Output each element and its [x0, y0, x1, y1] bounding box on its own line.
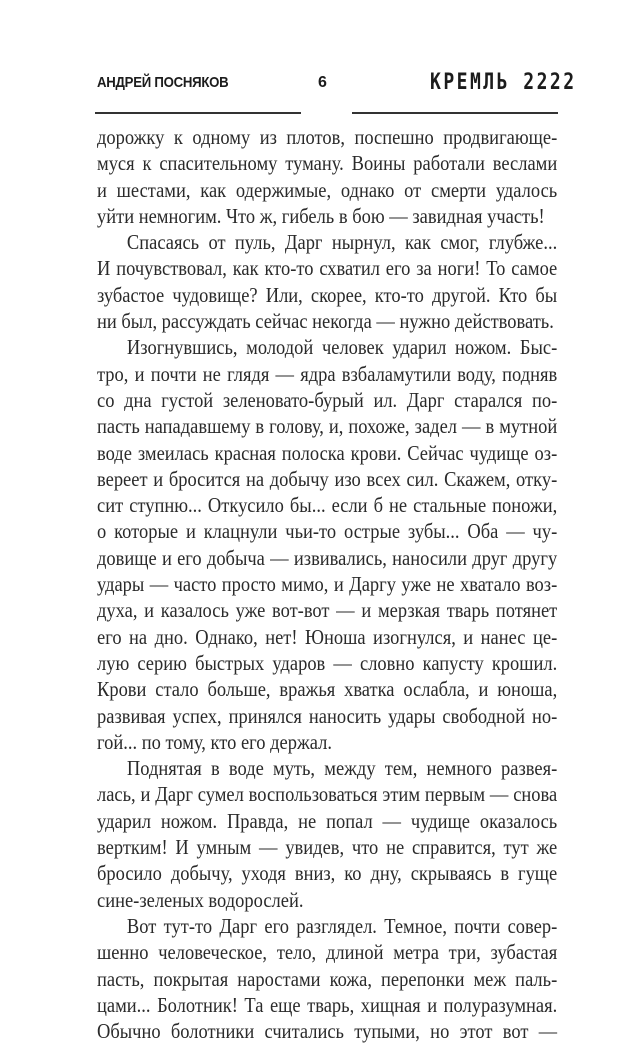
text-line: удары — часто просто мимо, и Даргу уже не хватало воз-: [97, 572, 558, 597]
text-line: гой... по тому, кто его держал.: [97, 729, 332, 754]
text-line: вертким! И умным — увидев, что не справится, тут же: [97, 835, 558, 860]
text-line: и шестами, как одержимые, однако от смерти удалось: [97, 177, 558, 202]
text-line: воде змеилась красная полоска крови. Сейчас чудище оз-: [97, 440, 558, 465]
text-line: Изогнувшись, молодой человек ударил ножом. Быс-: [126, 335, 558, 360]
text-line: бросило добычу, уходя вниз, ко дну, скрываясь в гуще: [97, 861, 558, 886]
text-line: со дна густой зеленовато-бурый ил. Дарг старался по-: [97, 387, 558, 412]
paragraph: [97, 913, 557, 1044]
text-line: Вот тут-то Дарг его разглядел. Темное, почти совер-: [126, 913, 558, 938]
text-line: духа, и казалось уже вот-вот — и мерзкая тварь потянет: [97, 598, 558, 623]
paragraph: [97, 334, 557, 755]
text-line: Крови стало больше, вражья хватка ослабла, и юноша,: [97, 677, 558, 702]
header-book-title: КРЕМЛЬ 2222: [430, 70, 577, 95]
header-author: АНДРЕЙ ПОСНЯКОВ: [97, 74, 229, 91]
text-line: лась, и Дарг сумел воспользоваться этим первым — снова: [97, 782, 558, 807]
text-line: развивая успех, принялся наносить удары свободной но-: [97, 703, 558, 728]
text-line: Обычно болотники считались тупыми, но этот вот —: [97, 1019, 558, 1044]
text-line: И почувствовал, как кто-то схватил его за ноги! То самое: [97, 256, 558, 281]
text-line: Спасаясь от пуль, Дарг нырнул, как смог, глубже...: [126, 230, 558, 255]
text-line: пасть, покрытая наростами кожа, перепонки меж паль-: [97, 966, 558, 991]
text-line: ни был, рассуждать сейчас некогда — нужно действовать.: [97, 309, 554, 334]
text-line: муся к спасительному туману. Воины работали веслами: [97, 151, 558, 176]
text-line: пасть нападавшему в голову, и, похоже, задел — в мутной: [97, 414, 558, 439]
text-line: тро, и почти не глядя — ядра взбаламутили воду, подняв: [97, 361, 558, 386]
paragraph: [97, 755, 557, 913]
paragraph: [97, 124, 557, 229]
text-line: его на дно. Однако, нет! Юноша изогнулся, и нанес це-: [97, 624, 558, 649]
header-rule-left: [95, 112, 301, 114]
text-line: зубастое чудовище? Или, скорее, кто-то другой. Кто бы: [97, 282, 558, 307]
text-line: сит ступню... Откусило бы... если б не стальные поножи,: [97, 493, 558, 518]
page-number: 6: [318, 74, 327, 91]
text-line: шенно человеческое, тело, длиной метра три, зубастая: [97, 940, 558, 965]
text-line: вереет и бросится на добычу изо всех сил. Скажем, отку-: [97, 466, 558, 491]
header-rule-right: [352, 112, 558, 114]
text-line: ударил ножом. Правда, не попал — чудище оказалось: [97, 808, 558, 833]
text-line: дорожку к одному из плотов, поспешно продвигающе-: [97, 125, 558, 149]
text-line: сине-зеленых водорослей.: [97, 887, 304, 912]
page-body-text: [97, 124, 557, 1044]
text-line: Поднятая в воде муть, между тем, немного развея-: [126, 756, 558, 781]
text-line: уйти немногим. Что ж, гибель в бою — завидная участь!: [97, 203, 545, 228]
text-line: цами... Болотник! Та еще тварь, хищная и полуразумная.: [97, 992, 558, 1017]
text-line: о которые и клацнули чьи-то острые зубы... Оба — чу-: [97, 519, 558, 544]
text-line: довище и его добыча — извивались, наносили друг другу: [97, 545, 558, 570]
text-line: лую серию быстрых ударов — словно капусту крошил.: [97, 650, 558, 675]
paragraph: [97, 229, 557, 334]
